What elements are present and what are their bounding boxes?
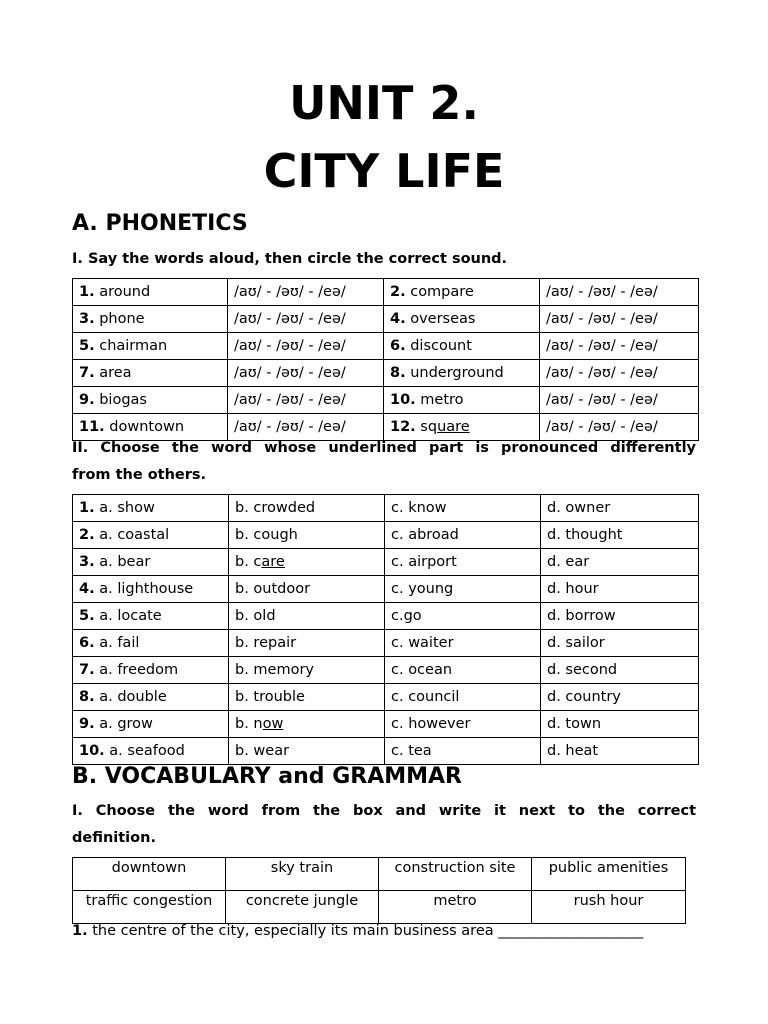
word-cell <box>384 279 540 306</box>
item-number: 12. <box>390 419 416 435</box>
word-text: d. borrow <box>547 608 616 624</box>
table-row <box>73 891 686 924</box>
sound-options: /aʊ/ - /əʊ/ - /eə/ <box>234 311 346 327</box>
option-cell[interactable] <box>73 738 229 765</box>
word-text: b. trouble <box>235 689 305 705</box>
option-cell[interactable] <box>541 522 699 549</box>
word-text: a. coastal <box>94 527 170 543</box>
box-word: sky train <box>226 858 379 891</box>
item-number: 4. <box>390 311 406 327</box>
sound-options: /aʊ/ - /əʊ/ - /eə/ <box>546 284 658 300</box>
item-number: 8. <box>79 689 95 705</box>
word-text: b. repair <box>235 635 297 651</box>
item-number: 3. <box>79 554 95 570</box>
word-cell <box>73 306 228 333</box>
option-cell[interactable] <box>73 630 229 657</box>
item-number: 5. <box>79 608 95 624</box>
item-number: 7. <box>79 365 95 381</box>
table-row <box>73 549 699 576</box>
option-cell[interactable] <box>541 657 699 684</box>
item-number: 1. <box>72 923 88 939</box>
table-row <box>73 630 699 657</box>
sound-options-cell[interactable] <box>540 387 699 414</box>
option-cell[interactable] <box>229 684 385 711</box>
word-cell <box>73 279 228 306</box>
sound-options-cell[interactable] <box>540 306 699 333</box>
option-cell[interactable] <box>541 711 699 738</box>
definition-line[interactable] <box>72 921 643 941</box>
word-text: a. lighthouse <box>94 581 194 597</box>
word-text: a. seafood <box>104 743 185 759</box>
sound-options: /aʊ/ - /əʊ/ - /eə/ <box>234 338 346 354</box>
option-cell[interactable] <box>385 549 541 576</box>
table-row <box>73 738 699 765</box>
option-cell[interactable] <box>385 684 541 711</box>
sound-options-cell[interactable] <box>540 279 699 306</box>
sound-table <box>72 278 699 441</box>
word-text: c. ocean <box>391 662 453 678</box>
word-cell <box>384 306 540 333</box>
pronunciation-table <box>72 494 699 765</box>
word-text: d. hour <box>547 581 599 597</box>
word-text: b. wear <box>235 743 290 759</box>
word-text: a. double <box>94 689 167 705</box>
word-text: c. tea <box>391 743 432 759</box>
box-word: public amenities <box>532 858 686 891</box>
item-number: 4. <box>79 581 95 597</box>
word-cell <box>384 360 540 387</box>
option-cell[interactable] <box>73 549 229 576</box>
word-text: area <box>94 365 132 381</box>
sound-options: /aʊ/ - /əʊ/ - /eə/ <box>234 392 346 408</box>
word-text: d. town <box>547 716 602 732</box>
option-cell[interactable] <box>541 630 699 657</box>
table-row <box>73 495 699 522</box>
sound-options: /aʊ/ - /əʊ/ - /eə/ <box>546 311 658 327</box>
sound-options-cell[interactable] <box>228 387 384 414</box>
option-cell[interactable] <box>385 657 541 684</box>
option-cell[interactable] <box>385 630 541 657</box>
word-text: phone <box>94 311 145 327</box>
option-cell[interactable] <box>385 522 541 549</box>
option-cell[interactable] <box>229 657 385 684</box>
sound-options-cell[interactable] <box>540 333 699 360</box>
item-number: 9. <box>79 392 95 408</box>
item-number: 1. <box>79 284 95 300</box>
word-text: underground <box>405 365 504 381</box>
sound-options: /aʊ/ - /əʊ/ - /eə/ <box>546 392 658 408</box>
option-cell[interactable] <box>229 738 385 765</box>
item-number: 11. <box>79 419 105 435</box>
option-cell[interactable] <box>73 522 229 549</box>
sound-options-cell[interactable] <box>228 279 384 306</box>
word-text: d. sailor <box>547 635 605 651</box>
word-text: a. fail <box>94 635 140 651</box>
definition-text: the centre of the city, especially its main business area ____________________ <box>87 923 644 939</box>
sound-options: /aʊ/ - /əʊ/ - /eə/ <box>546 338 658 354</box>
word-cell <box>73 387 228 414</box>
phonetics-part2-instruction-line1: II. Choose the word whose underlined part is pronounced differently <box>72 440 696 456</box>
word-text: metro <box>415 392 464 408</box>
word-text: b. old <box>235 608 276 624</box>
word-cell <box>384 333 540 360</box>
word-text: a. locate <box>94 608 162 624</box>
box-word: concrete jungle <box>226 891 379 924</box>
word-text: c. abroad <box>391 527 459 543</box>
sound-options-cell[interactable] <box>228 333 384 360</box>
box-word: metro <box>379 891 532 924</box>
word-text: c.go <box>391 608 422 624</box>
box-word: rush hour <box>532 891 686 924</box>
option-cell[interactable] <box>541 603 699 630</box>
word-text: overseas <box>405 311 476 327</box>
word-text: compare <box>405 284 474 300</box>
word-text: d. ear <box>547 554 590 570</box>
word-text: b. outdoor <box>235 581 311 597</box>
word-cell <box>73 333 228 360</box>
table-row <box>73 360 699 387</box>
table-row <box>73 333 699 360</box>
option-cell[interactable] <box>385 495 541 522</box>
table-row <box>73 576 699 603</box>
option-cell[interactable] <box>229 603 385 630</box>
item-number: 8. <box>390 365 406 381</box>
section-a-heading: A. PHONETICS <box>72 211 248 236</box>
table-row <box>73 711 699 738</box>
word-text: chairman <box>94 338 168 354</box>
word-cell <box>384 387 540 414</box>
item-number: 5. <box>79 338 95 354</box>
word-text: b. n <box>235 716 263 732</box>
option-cell[interactable] <box>229 630 385 657</box>
word-text: biogas <box>94 392 147 408</box>
item-number: 6. <box>390 338 406 354</box>
option-cell[interactable] <box>229 576 385 603</box>
word-text: c. council <box>391 689 460 705</box>
word-text: b. c <box>235 554 262 570</box>
page-title-line1: UNIT 2. <box>289 76 479 130</box>
option-cell[interactable] <box>541 495 699 522</box>
option-cell[interactable] <box>385 711 541 738</box>
box-word: downtown <box>73 858 226 891</box>
section-b-heading: B. VOCABULARY and GRAMMAR <box>72 764 462 789</box>
word-text: d. owner <box>547 500 611 516</box>
option-cell[interactable] <box>541 576 699 603</box>
option-cell[interactable] <box>73 576 229 603</box>
word-text: d. second <box>547 662 618 678</box>
underlined-part: are <box>261 554 285 570</box>
sound-options-cell[interactable] <box>228 360 384 387</box>
option-cell[interactable] <box>229 522 385 549</box>
table-row <box>73 858 686 891</box>
item-number: 1. <box>79 500 95 516</box>
sound-options-cell[interactable] <box>228 306 384 333</box>
option-cell[interactable] <box>229 549 385 576</box>
word-text: discount <box>405 338 472 354</box>
vocab-part1-instruction-line2: definition. <box>72 830 156 846</box>
word-text: a. grow <box>94 716 153 732</box>
sound-options: /aʊ/ - /əʊ/ - /eə/ <box>546 365 658 381</box>
option-cell[interactable] <box>73 711 229 738</box>
box-word: traffic congestion <box>73 891 226 924</box>
box-word: construction site <box>379 858 532 891</box>
table-row <box>73 306 699 333</box>
item-number: 9. <box>79 716 95 732</box>
page-title-line2: CITY LIFE <box>263 144 505 198</box>
sound-options: /aʊ/ - /əʊ/ - /eə/ <box>234 284 346 300</box>
word-text: c. young <box>391 581 454 597</box>
word-text: c. airport <box>391 554 457 570</box>
table-row <box>73 387 699 414</box>
option-cell[interactable] <box>541 738 699 765</box>
word-box <box>72 857 686 924</box>
option-cell[interactable] <box>541 549 699 576</box>
item-number: 6. <box>79 635 95 651</box>
word-text: a. show <box>94 500 155 516</box>
option-cell[interactable] <box>73 684 229 711</box>
table-row <box>73 522 699 549</box>
item-number: 2. <box>79 527 95 543</box>
table-row <box>73 684 699 711</box>
table-row <box>73 603 699 630</box>
word-text: a. freedom <box>94 662 179 678</box>
sound-options-cell[interactable] <box>540 360 699 387</box>
word-text: c. waiter <box>391 635 454 651</box>
word-text: downtown <box>104 419 185 435</box>
word-text: d. country <box>547 689 621 705</box>
phonetics-part2-instruction-line2: from the others. <box>72 467 207 483</box>
underlined-part: uare <box>437 419 470 435</box>
option-cell[interactable] <box>229 495 385 522</box>
option-cell[interactable] <box>385 576 541 603</box>
word-text: a. bear <box>94 554 151 570</box>
sound-options: /aʊ/ - /əʊ/ - /eə/ <box>234 419 346 435</box>
item-number: 2. <box>390 284 406 300</box>
option-cell[interactable] <box>229 711 385 738</box>
word-text: b. cough <box>235 527 298 543</box>
phonetics-part1-instruction: I. Say the words aloud, then circle the correct sound. <box>72 251 508 267</box>
item-number: 7. <box>79 662 95 678</box>
option-cell[interactable] <box>73 603 229 630</box>
item-number: 10. <box>390 392 416 408</box>
option-cell[interactable] <box>385 738 541 765</box>
word-text: sq <box>415 419 438 435</box>
underlined-part: ow <box>262 716 284 732</box>
item-number: 10. <box>79 743 105 759</box>
word-text: d. heat <box>547 743 599 759</box>
word-text: c. however <box>391 716 471 732</box>
word-text: d. thought <box>547 527 623 543</box>
item-number: 3. <box>79 311 95 327</box>
option-cell[interactable] <box>73 657 229 684</box>
sound-options: /aʊ/ - /əʊ/ - /eə/ <box>234 365 346 381</box>
word-text: b. crowded <box>235 500 316 516</box>
option-cell[interactable] <box>385 603 541 630</box>
vocab-part1-instruction-line1: I. Choose the word from the box and write it next to the correct <box>72 803 696 819</box>
table-row <box>73 657 699 684</box>
word-text: around <box>94 284 151 300</box>
table-row <box>73 279 699 306</box>
word-text: c. know <box>391 500 447 516</box>
word-cell <box>73 360 228 387</box>
option-cell[interactable] <box>541 684 699 711</box>
option-cell[interactable] <box>73 495 229 522</box>
word-text: b. memory <box>235 662 315 678</box>
sound-options: /aʊ/ - /əʊ/ - /eə/ <box>546 419 658 435</box>
